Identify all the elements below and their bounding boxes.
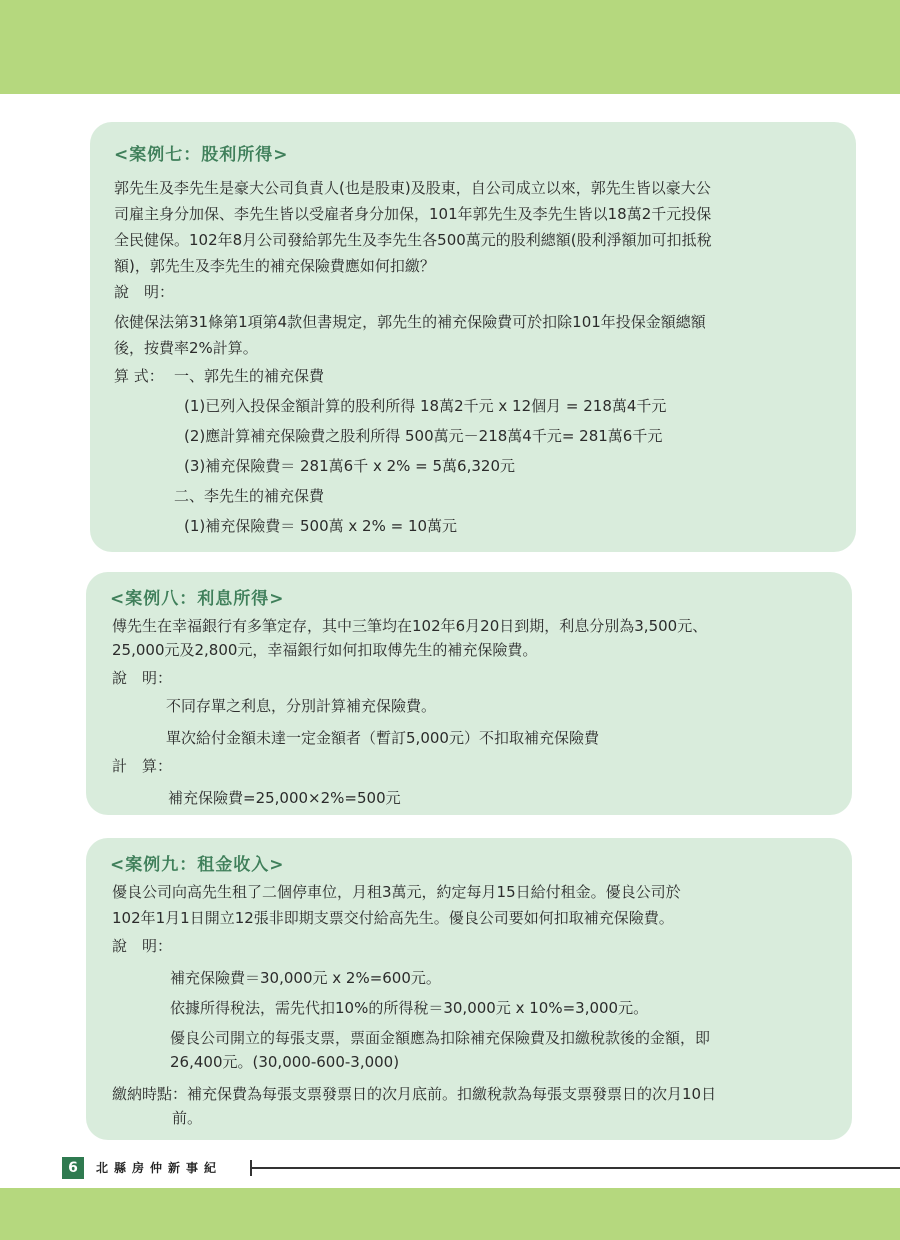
case-seven-explain-line: 依健保法第31條第1項第4款但書規定，郭先生的補充保險費可於扣除101年投保金額總額 — [114, 313, 706, 331]
case-eight-explain-line: 不同存單之利息，分別計算補充保險費。 — [166, 697, 437, 715]
case-nine-title: <案例九：租金收入> — [110, 855, 285, 875]
case-seven-question-line: 司雇主身分加保、李先生皆以受雇者身分加保，101年郭先生及李先生皆以18萬2千元投保 — [114, 205, 712, 223]
page-footer — [62, 1157, 900, 1179]
case-seven-part-one: 一、郭先生的補充保費 — [174, 367, 325, 385]
page-number: 6 — [62, 1157, 84, 1179]
case-nine-timing-line: 繳納時點：補充保費為每張支票發票日的次月底前。扣繳稅款為每張支票發票日的次月10日 — [112, 1085, 717, 1103]
case-nine-card — [86, 838, 852, 1140]
case-eight-question-line: 25,000元及2,800元，幸福銀行如何扣取傅先生的補充保險費。 — [112, 641, 538, 659]
case-nine-question-line: 102年1月1日開立12張非即期支票交付給高先生。優良公司要如何扣取補充保險費。 — [112, 909, 674, 927]
case-eight-title: <案例八：利息所得> — [110, 589, 285, 609]
case-eight-card — [86, 572, 852, 815]
case-seven-part-two: 二、李先生的補充保費 — [174, 487, 325, 505]
case-seven-card — [90, 122, 856, 552]
bottom-banner — [0, 1188, 900, 1240]
case-nine-explain-line: 優良公司開立的每張支票，票面金額應為扣除補充保險費及扣繳稅款後的金額，即 — [170, 1029, 711, 1047]
top-banner — [0, 0, 900, 94]
case-eight-explain-line: 單次給付金額未達一定金額者（暫訂5,000元）不扣取補充保險費 — [166, 729, 599, 747]
case-seven-formula-label: 算 式： — [114, 367, 164, 385]
case-seven-title: <案例七：股利所得> — [114, 145, 289, 165]
case-seven-question-line: 郭先生及李先生是豪大公司負責人(也是股東)及股東，自公司成立以來，郭先生皆以豪大公 — [114, 179, 711, 197]
case-eight-question-line: 傅先生在幸福銀行有多筆定存，其中三筆均在102年6月20日到期，利息分別為3,500元、 — [112, 617, 708, 635]
case-eight-explain-label: 說 明： — [112, 669, 173, 687]
case-seven-explain-line: 後，按費率2%計算。 — [114, 339, 258, 357]
case-eight-calc-line: 補充保險費=25,000×2%=500元 — [168, 789, 401, 807]
case-nine-question-line: 優良公司向高先生租了二個停車位，月租3萬元，約定每月15日給付租金。優良公司於 — [112, 883, 681, 901]
footer-rule — [250, 1167, 900, 1169]
case-nine-explain-line: 26,400元。(30,000-600-3,000) — [170, 1053, 400, 1071]
case-seven-formula-line: (3)補充保險費＝ 281萬6千 x 2% = 5萬6,320元 — [184, 457, 515, 475]
case-nine-timing-line: 前。 — [172, 1109, 203, 1127]
case-nine-explain-label: 說 明： — [112, 937, 173, 955]
case-nine-explain-line: 依據所得稅法，需先代扣10%的所得稅＝30,000元 x 10%=3,000元。 — [170, 999, 649, 1017]
case-seven-explain-label: 說 明： — [114, 283, 175, 301]
publication-name: 北縣房仲新事紀 — [96, 1161, 223, 1175]
case-seven-question-line: 全民健保。102年8月公司發給郭先生及李先生各500萬元的股利總額(股利淨額加可扣抵稅 — [114, 231, 712, 249]
case-eight-calc-label: 計 算： — [112, 757, 173, 775]
case-seven-formula-line: (1)已列入投保金額計算的股利所得 18萬2千元 x 12個月 = 218萬4千元 — [184, 397, 667, 415]
case-seven-formula-line: (1)補充保險費＝ 500萬 x 2% = 10萬元 — [184, 517, 458, 535]
case-seven-question-line: 額)，郭先生及李先生的補充保險費應如何扣繳？ — [114, 257, 435, 275]
case-seven-formula-line: (2)應計算補充保險費之股利所得 500萬元－218萬4千元= 281萬6千元 — [184, 427, 663, 445]
case-nine-explain-line: 補充保險費＝30,000元 x 2%=600元。 — [170, 969, 441, 987]
